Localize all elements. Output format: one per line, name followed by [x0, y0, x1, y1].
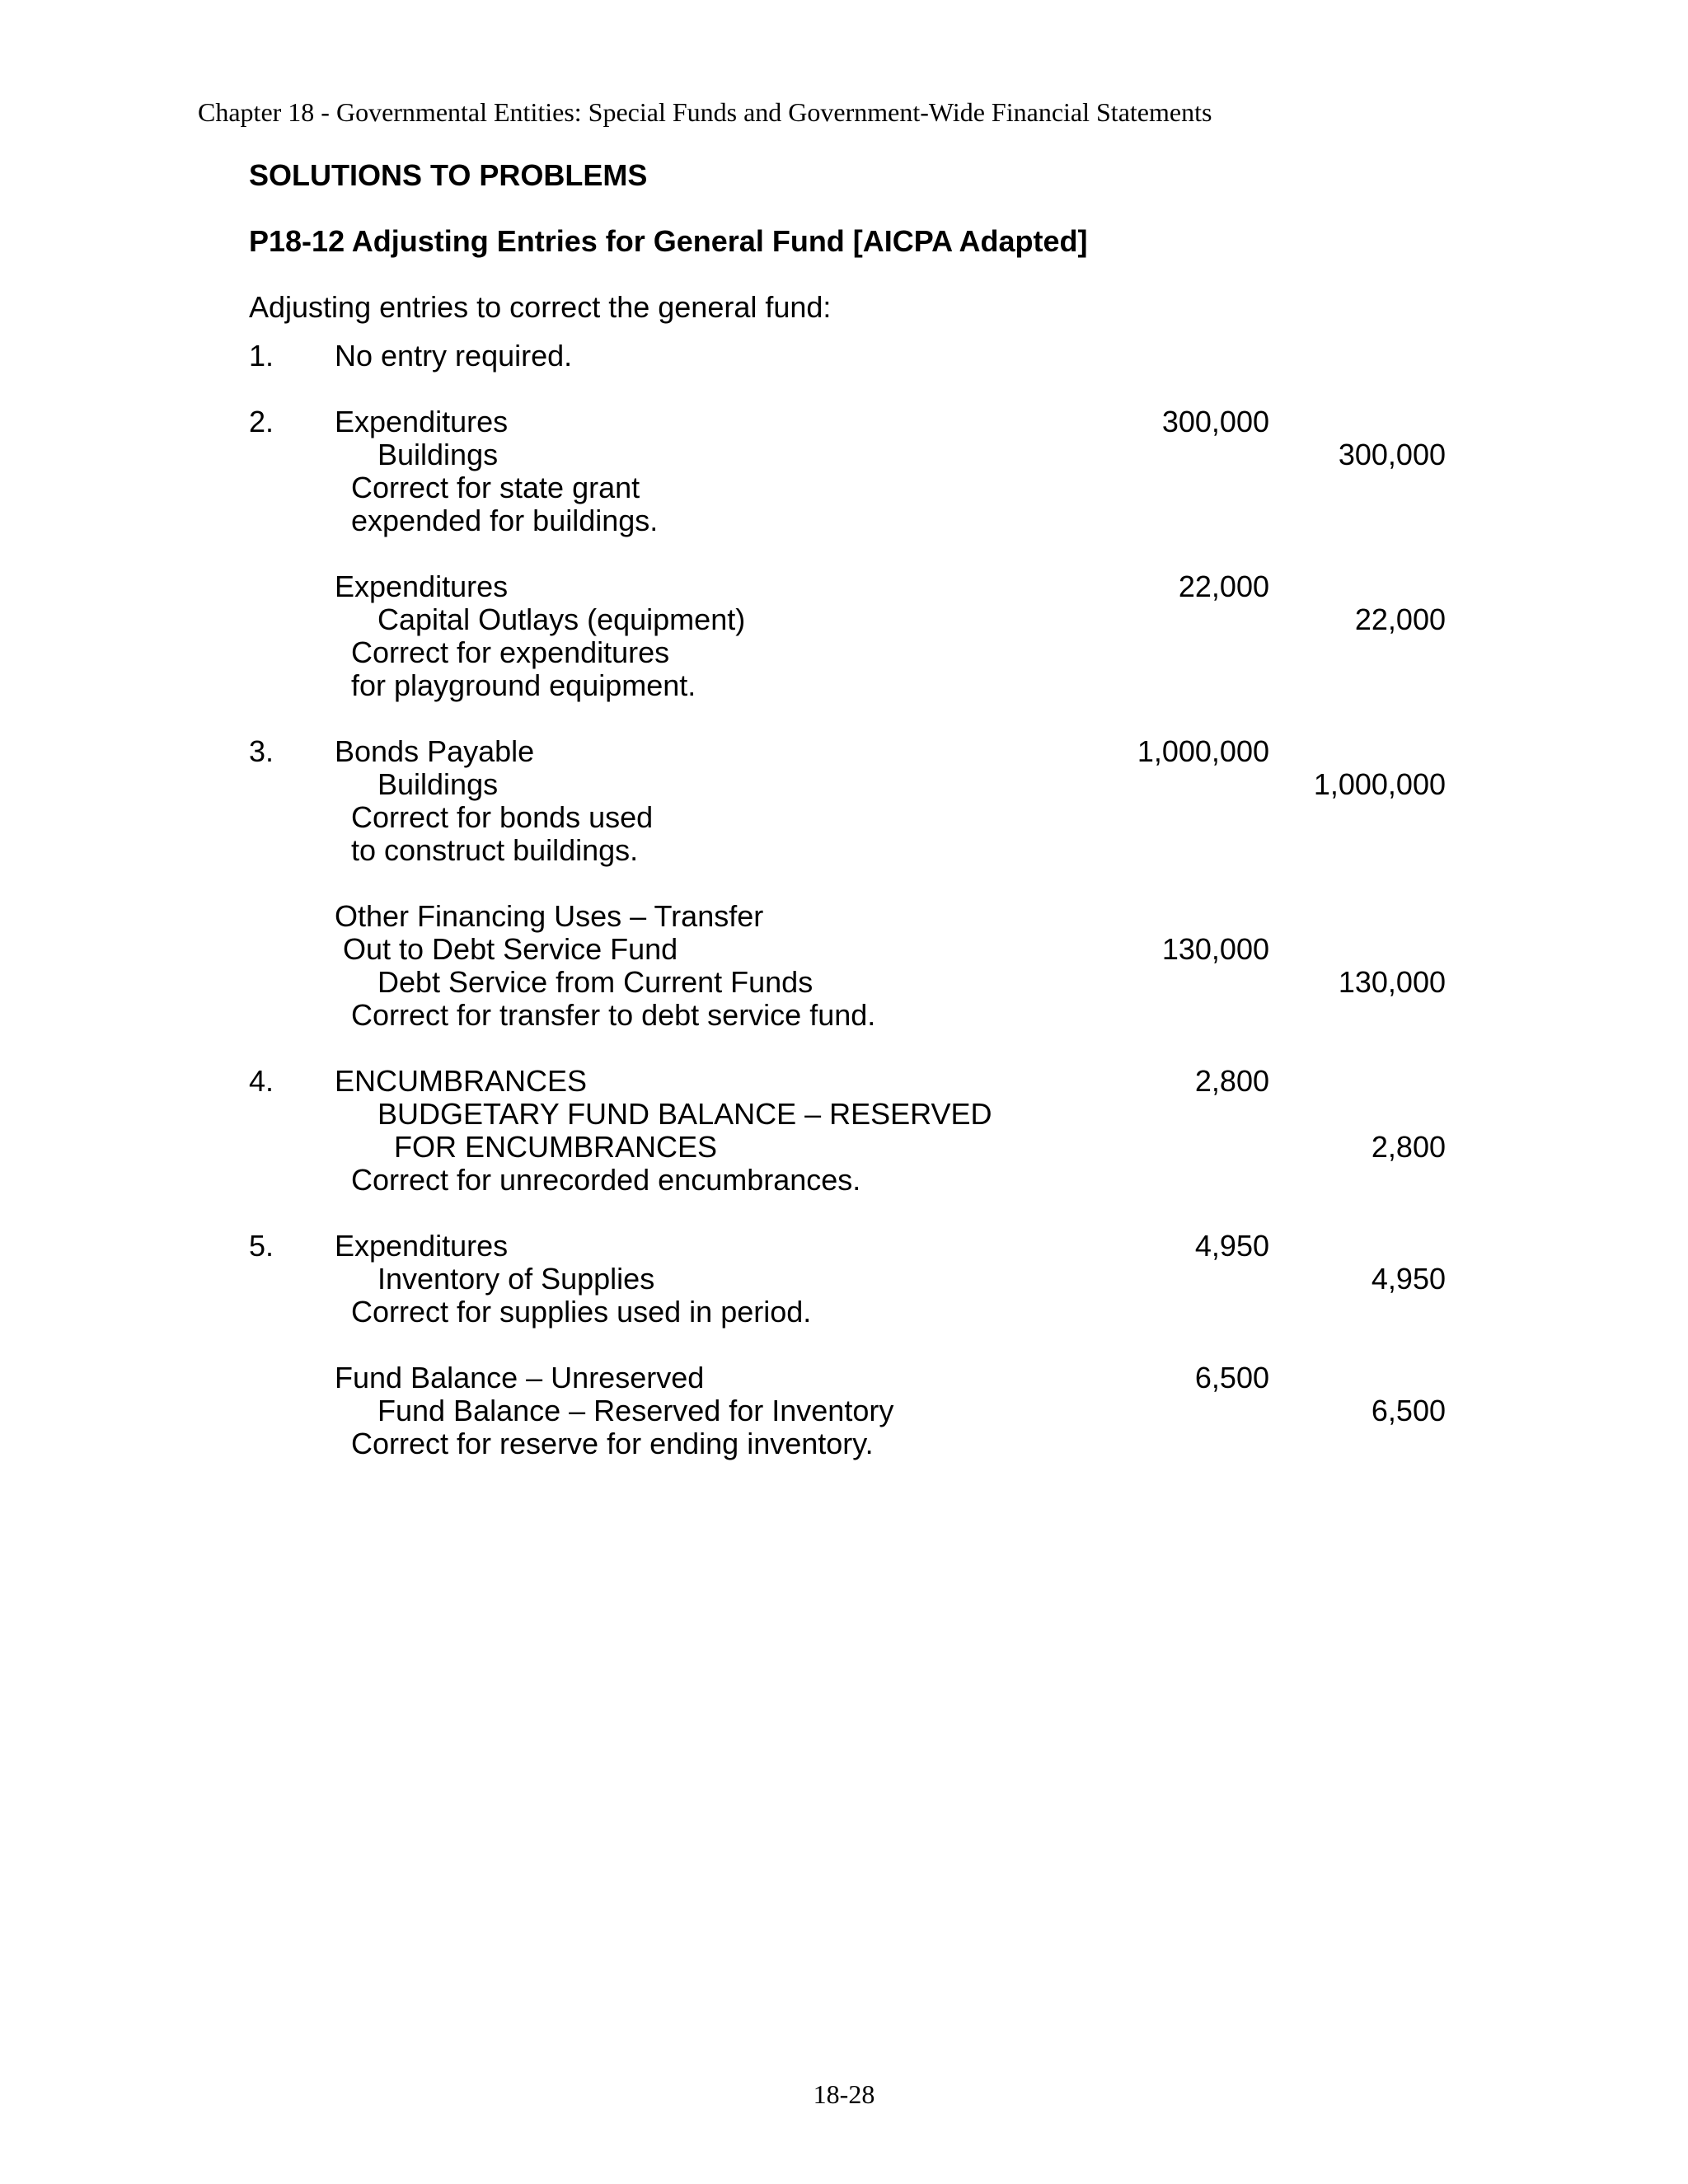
- entry-line: [0, 966, 1688, 999]
- entry-account: Bonds Payable: [335, 734, 535, 768]
- entry-line: [0, 1065, 1688, 1098]
- entry-line: [0, 1263, 1688, 1296]
- debit-amount: 300,000: [1161, 405, 1269, 438]
- debit-amount: 4,950: [1194, 1229, 1269, 1263]
- credit-amount: 2,800: [1371, 1130, 1446, 1164]
- entry-account: Correct for bonds used: [351, 800, 654, 834]
- section-title: SOLUTIONS TO PROBLEMS: [249, 158, 648, 192]
- entry-account: Correct for expenditures: [351, 635, 670, 669]
- credit-amount: 4,950: [1371, 1262, 1446, 1296]
- entry-account: Correct for transfer to debt service fund.: [351, 998, 876, 1032]
- credit-amount: 130,000: [1338, 965, 1446, 999]
- entry-account: Correct for reserve for ending inventory.: [351, 1427, 874, 1460]
- entry-line: [0, 1427, 1688, 1460]
- entry-account: No entry required.: [335, 339, 573, 373]
- entry-account: Out to Debt Service Fund: [343, 932, 678, 966]
- debit-amount: 6,500: [1194, 1361, 1269, 1394]
- credit-amount: 22,000: [1354, 602, 1446, 636]
- entry-account: Buildings: [377, 438, 499, 471]
- entry-account: Inventory of Supplies: [377, 1262, 655, 1296]
- entry-account: Buildings: [377, 767, 499, 801]
- entry-line: [0, 768, 1688, 801]
- entry-line: [0, 570, 1688, 603]
- entry-line: [0, 1394, 1688, 1427]
- entry-account: Correct for unrecorded encumbrances.: [351, 1163, 861, 1197]
- intro-text: Adjusting entries to correct the general fund:: [249, 290, 832, 324]
- entry-line: [0, 340, 1688, 373]
- debit-amount: 2,800: [1194, 1064, 1269, 1098]
- entry-account: expended for buildings.: [351, 504, 659, 537]
- entry-line: [0, 933, 1688, 966]
- entry-account: ENCUMBRANCES: [335, 1064, 588, 1098]
- entry-account: Correct for state grant: [351, 471, 640, 504]
- entry-account: Other Financing Uses – Transfer: [335, 899, 764, 933]
- entry-account: Fund Balance – Reserved for Inventory: [377, 1394, 894, 1427]
- entry-account: Fund Balance – Unreserved: [335, 1361, 705, 1394]
- entry-line: [0, 1098, 1688, 1131]
- entry-account: for playground equipment.: [351, 668, 696, 702]
- problem-title: P18-12 Adjusting Entries for General Fund [AICPA Adapted]: [249, 224, 1088, 258]
- entry-line: [0, 405, 1688, 438]
- entry-line: [0, 1296, 1688, 1329]
- entry-number: 1.: [249, 339, 274, 373]
- entry-account: to construct buildings.: [351, 833, 639, 867]
- entry-line: [0, 1131, 1688, 1164]
- entry-line: [0, 669, 1688, 702]
- credit-amount: 300,000: [1338, 438, 1446, 471]
- page-number: 18-28: [813, 2079, 875, 2109]
- entry-account: Expenditures: [335, 405, 509, 438]
- entry-number: 4.: [249, 1064, 274, 1098]
- debit-amount: 130,000: [1161, 932, 1269, 966]
- entry-line: [0, 471, 1688, 504]
- entry-line: [0, 438, 1688, 471]
- entry-number: 5.: [249, 1229, 274, 1263]
- entry-line: [0, 504, 1688, 537]
- entry-line: [0, 801, 1688, 834]
- entry-line: [0, 735, 1688, 768]
- entry-account: Debt Service from Current Funds: [377, 965, 814, 999]
- entry-account: Capital Outlays (equipment): [377, 602, 746, 636]
- credit-amount: 6,500: [1371, 1394, 1446, 1427]
- entry-line: [0, 636, 1688, 669]
- running-head: Chapter 18 - Governmental Entities: Special Funds and Government-Wide Financial Statements: [198, 97, 1212, 127]
- entry-line: [0, 603, 1688, 636]
- credit-amount: 1,000,000: [1313, 767, 1446, 801]
- entry-line: [0, 1164, 1688, 1197]
- entry-line: [0, 834, 1688, 867]
- entry-line: [0, 1230, 1688, 1263]
- entry-line: [0, 1361, 1688, 1394]
- entry-number: 2.: [249, 405, 274, 438]
- entry-account: Correct for supplies used in period.: [351, 1295, 812, 1329]
- entry-account: FOR ENCUMBRANCES: [394, 1130, 718, 1164]
- entry-line: [0, 999, 1688, 1032]
- entry-account: Expenditures: [335, 1229, 509, 1263]
- entry-line: [0, 900, 1688, 933]
- debit-amount: 22,000: [1178, 569, 1269, 603]
- debit-amount: 1,000,000: [1137, 734, 1269, 768]
- entry-number: 3.: [249, 734, 274, 768]
- entry-account: BUDGETARY FUND BALANCE – RESERVED: [377, 1097, 992, 1131]
- entry-account: Expenditures: [335, 569, 509, 603]
